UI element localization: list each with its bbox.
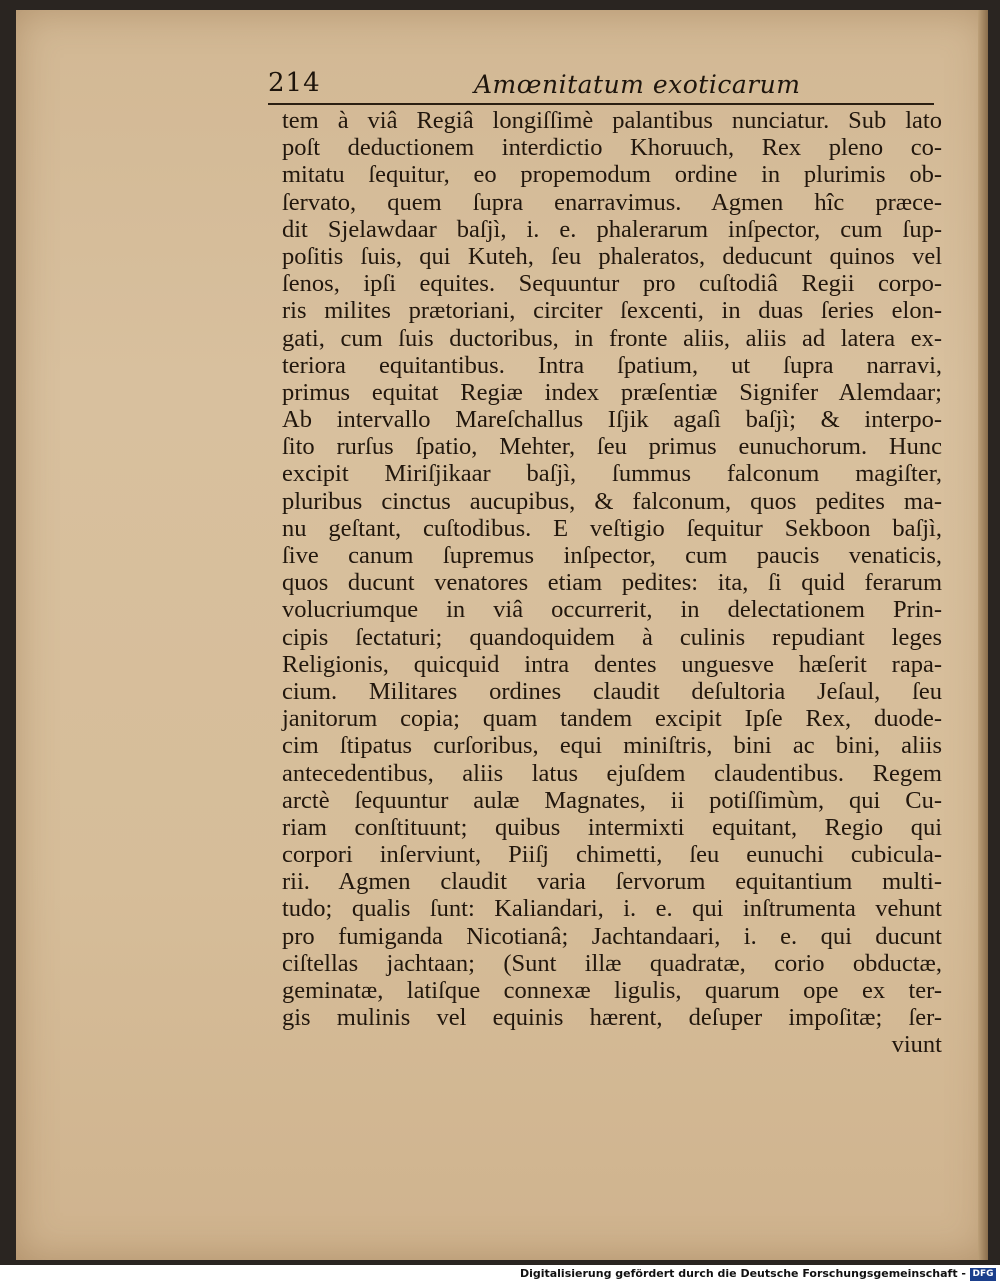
page-header	[268, 68, 934, 104]
text-line: Ab intervallo Mareſchallus Iſjik agaſì baſjì; & interpo-	[282, 406, 942, 434]
text-line: tem à viâ Regiâ longiſſimè palantibus nunciatur. Sub lato	[282, 107, 942, 134]
text-line: tudo; qualis ſunt: Kaliandari, i. e. qui inſtrumenta vehunt	[282, 895, 942, 923]
text-line: geminatæ, latiſque connexæ ligulis, quarum ope ex ter-	[282, 977, 942, 1004]
text-line: ſervato, quem ſupra enarravimus. Agmen hîc præce-	[282, 188, 942, 216]
text-line: gati, cum ſuis ductoribus, in fronte aliis, aliis ad latera ex-	[282, 324, 942, 352]
text-line: cipis ſectaturi; quandoquidem à culinis repudiant leges	[282, 623, 942, 651]
text-line: antecedentibus, aliis latus ejuſdem claudentibus. Regem	[282, 759, 942, 787]
text-line: dit Sjelawdaar baſjì, i. e. phalerarum inſpector, cum ſup-	[282, 215, 942, 243]
text-line: quos ducunt venatores etiam pedites: ita, ſi quid ferarum	[282, 569, 942, 597]
page-number: 214	[268, 68, 321, 98]
text-line: pluribus cinctus aucupibus, & falconum, quos pedites ma-	[282, 487, 942, 515]
text-line: ſito rurſus ſpatio, Mehter, ſeu primus eunuchorum. Hunc	[282, 433, 942, 461]
text-line: gis mulinis vel equinis hærent, deſuper impoſitæ; ſer-	[282, 1004, 942, 1032]
header-rule	[268, 103, 934, 105]
text-line: viunt	[891, 1031, 942, 1059]
text-line: poſitis ſuis, qui Kuteh, ſeu phaleratos, deducunt quinos vel	[282, 242, 942, 270]
text-line: arctè ſequuntur aulæ Magnates, ii potiſſimùm, qui Cu-	[282, 786, 942, 814]
text-line: riam conſtituunt; quibus intermixti equitant, Regio qui	[282, 813, 942, 841]
footer-bar	[0, 1265, 1000, 1285]
running-title: Amœnitatum exoticarum	[474, 70, 801, 99]
text-line: primus equitat Regiæ index præſentiæ Signifer Alemdaar;	[282, 378, 942, 406]
text-line: corpori inſerviunt, Piiſj chimetti, ſeu eunuchi cubicula-	[282, 841, 942, 869]
text-line: ſive canum ſupremus inſpector, cum paucis venaticis,	[282, 542, 942, 569]
text-line: poſt deductionem interdictio Khoruuch, Rex pleno co-	[282, 134, 942, 162]
text-line: Religionis, quicquid intra dentes unguesve hæſerit rapa-	[282, 650, 942, 678]
text-line: volucriumque in viâ occurrerit, in delectationem Prin-	[282, 596, 942, 624]
text-line: mitatu ſequitur, eo propemodum ordine in plurimis ob-	[282, 161, 942, 189]
text-line: cim ſtipatus curſoribus, equi miniſtris, bini ac bini, aliis	[282, 732, 942, 760]
text-line: janitorum copia; quam tandem excipit Ipſe Rex, duode-	[282, 705, 942, 733]
dfg-logo: DFG	[970, 1268, 996, 1281]
digitization-credit: Digitalisierung gefördert durch die Deutsche Forschungsgemeinschaft -	[519, 1267, 966, 1280]
page-edge	[978, 10, 988, 1260]
text-line: nu geſtant, cuſtodibus. E veſtigio ſequitur Sekboon baſjì,	[282, 514, 942, 542]
text-line: cium. Militares ordines claudit deſultoria Jeſaul, ſeu	[282, 677, 942, 705]
text-line: teriora equitantibus. Intra ſpatium, ut ſupra narravi,	[282, 351, 942, 379]
text-line: ris milites prætoriani, circiter ſexcenti, in duas ſeries elon-	[282, 297, 942, 325]
text-line: excipit Miriſjikaar baſjì, ſummus falconum magiſter,	[282, 460, 942, 488]
body-text	[282, 107, 942, 1059]
text-line: ſenos, ipſi equites. Sequuntur pro cuſtodiâ Regii corpo-	[282, 270, 942, 298]
text-line: rii. Agmen claudit varia ſervorum equitantium multi-	[282, 868, 942, 896]
text-line: pro fumiganda Nicotianâ; Jachtandaari, i. e. qui ducunt	[282, 922, 942, 950]
text-line: ciſtellas jachtaan; (Sunt illæ quadratæ, corio obductæ,	[282, 949, 942, 977]
